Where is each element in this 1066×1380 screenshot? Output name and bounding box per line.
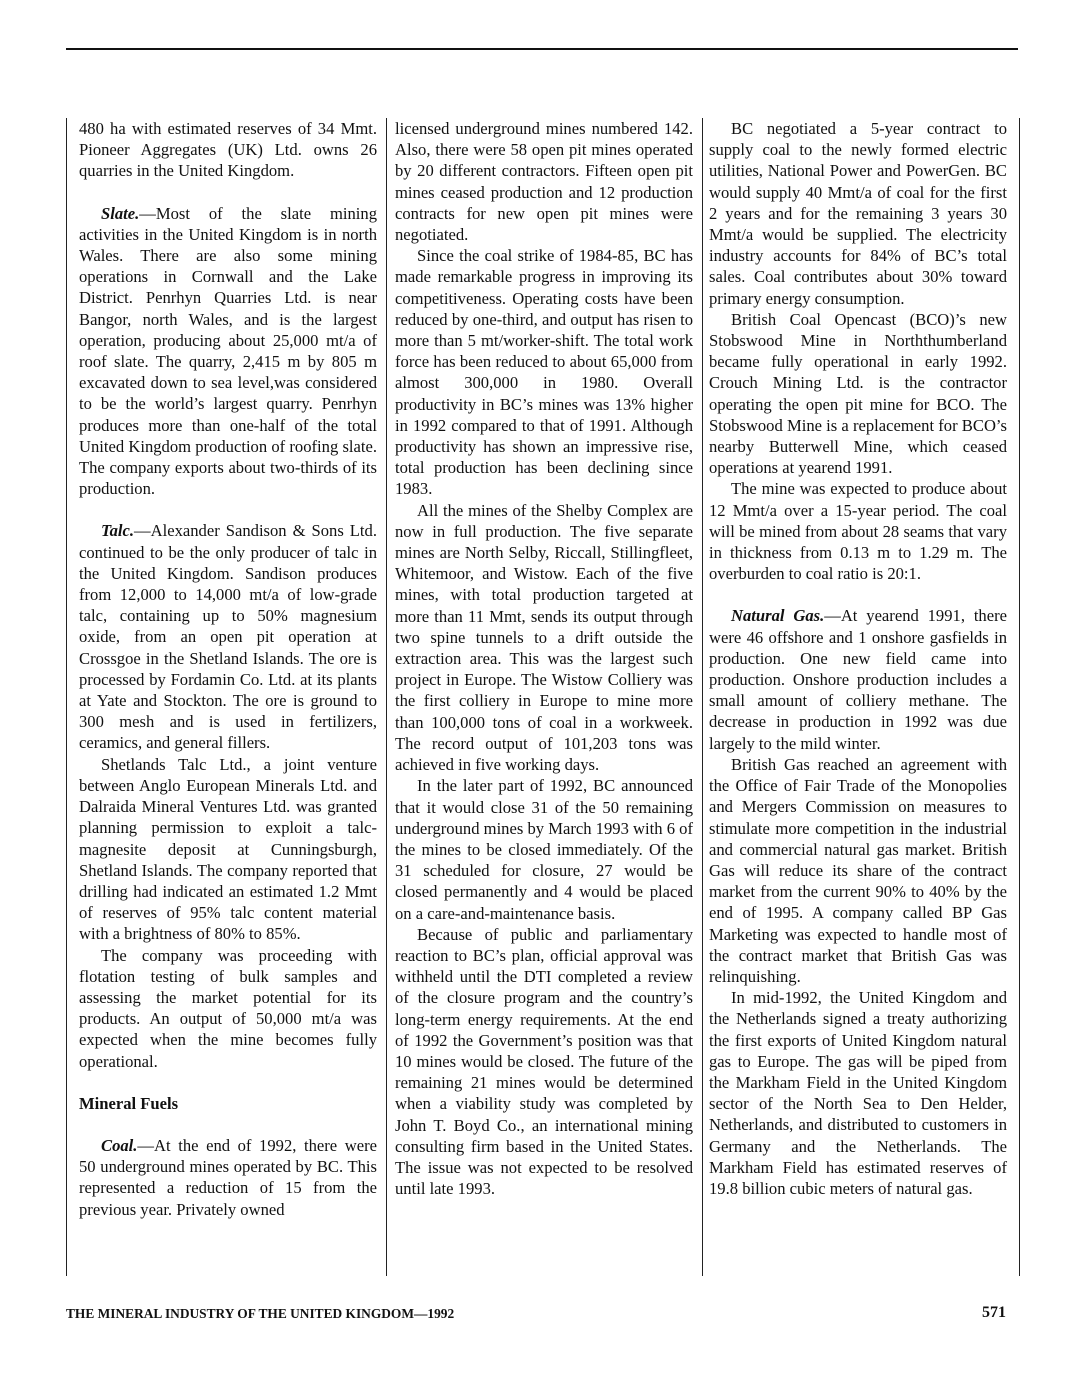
coal-heading: Coal. <box>101 1135 138 1155</box>
paragraph: British Coal Opencast (BCO)’s new Stobswood Mine in Norththumberland became fully operational in early 1992. Crouch Mining Ltd. is the contractor operating the open pit mine for BCO. The Stobswood Mine is a replacement for BCO’s nearby Butterwell Mine, which ceased operations at yearend 1991. <box>709 309 1007 478</box>
natural-gas-text: —At yearend 1991, there were 46 offshore and 1 onshore gasfields in production. One new field came into production. Onshore production includes a small amount of colliery methane. The decrease in production in 1992 was due largely to the mild winter. <box>709 606 1007 753</box>
paragraph: licensed underground mines numbered 142. Also, there were 58 open pit mines operated by 20 different contractors. Fifteen open pit mines ceased production and 12 production contracts for new open pit mines were negotiated. <box>395 119 693 245</box>
talc-text: —Alexander Sandison & Sons Ltd. continued to be the only producer of talc in the United Kingdom. Sandison produces from 12,000 to 14,000 mt/a of low-grade talc, containing up to 50% magnesium oxide, from an open pit operation at Crossgoe in the Shetland Islands. The ore is processed by Fordamin Co. Ltd. at its plants at Yate and Stockton. The ore is ground to 300 mesh and is used in fertilizers, ceramics, and general fillers. <box>79 521 377 753</box>
paragraph: In the later part of 1992, BC announced that it would close 31 of the 50 remaining underground mines by March 1993 with 6 of the mines to be closed immediately. Of the 31 scheduled for closure, 27 would be closed permanently and 4 would be placed on a care-and-maintenance basis. <box>395 776 693 923</box>
column-1 <box>66 118 386 1276</box>
top-rule <box>66 48 1018 50</box>
column-3 <box>702 118 1020 1276</box>
coal-text: —At the end of 1992, there were 50 underground mines operated by BC. This represented a reduction of 15 from the previous year. Privately owned <box>79 1135 377 1219</box>
paragraph: British Gas reached an agreement with the Office of Fair Trade of the Monopolies and Mergers Commission on measures to stimulate more competition in the industrial and commercial natural gas market. British Gas will reduce its share of the contract market from the current 90% to 40% by the end of 1995. A company called BP Gas Marketing was expected to handle most of the contract market that British Gas was relinquishing. <box>709 754 1007 986</box>
running-footer-title: THE MINERAL INDUSTRY OF THE UNITED KINGDOM—1992 <box>66 1306 455 1321</box>
column-2 <box>386 118 702 1276</box>
section-title-mineral-fuels: Mineral Fuels <box>79 1093 179 1113</box>
paragraph: Since the coal strike of 1984-85, BC has made remarkable progress in improving its competitiveness. Operating costs have been reduced by one-third, and output has risen to more than 5 mt/worker-shift. The total work force has been reduced to about 65,000 from almost 300,000 in 1980. Overall productivity in BC’s mines was 13% higher in 1992 compared to that of 1991. Although productivity has shown an impressive rise, total production has been declining since 1983. <box>395 246 693 499</box>
natural-gas-paragraph <box>709 605 1007 753</box>
paragraph: The mine was expected to produce about 12 Mmt/a over a 15-year period. The coal will be mined from about 28 seams that vary in thickness from 0.13 m to 1.29 m. The overburden to coal ratio is 20:1. <box>709 479 1007 584</box>
page-number: 571 <box>982 1304 1006 1321</box>
paragraph: All the mines of the Shelby Complex are now in full production. The five separate mines are North Selby, Riccall, Stillingfleet, Whitemoor, and Wistow. Each of the five mines, with total production targeted at more than 11 Mmt, sends its output through two spine tunnels to a drift outside the extraction area. This was the largest such project in Europe. The Wistow Colliery was the first colliery in Europe to mine more than 100,000 tons of coal in a workweek. The record output of 101,203 tons was achieved in five working days. <box>395 500 693 775</box>
paragraph: Shetlands Talc Ltd., a joint venture between Anglo European Minerals Ltd. and Dalraida Mineral Ventures Ltd. was granted planning permission to exploit a talc-magnesite deposit at Cunningsburgh, Shetland Islands. The company reported that drilling had indicated an estimated 1.2 Mmt of reserves of 95% talc content material with a brightness of 80% to 85%. <box>79 754 377 944</box>
talc-paragraph <box>79 520 377 753</box>
slate-paragraph <box>79 203 377 500</box>
paragraph: 480 ha with estimated reserves of 34 Mmt. Pioneer Aggregates (UK) Ltd. owns 26 quarries in the United Kingdom. <box>79 119 377 181</box>
slate-heading: Slate. <box>101 203 140 223</box>
coal-paragraph <box>79 1135 377 1220</box>
paragraph: The company was proceeding with flotation testing of bulk samples and assessing the market potential for its products. An output of 50,000 mt/a was expected when the mine becomes fully operational. <box>79 945 377 1071</box>
slate-text: —Most of the slate mining activities in the United Kingdom is in north Wales. There are also some mining operations in Cornwall and the Lake District. Penrhyn Quarries Ltd. is near Bangor, north Wales, and is the largest operation, producing about 25,000 mt/a of roof slate. The quarry, 2,415 m by 805 m excavated down to sea level,was considered to be the world’s largest quarry. Penrhyn produces more than one-half of the total United Kingdom production of roofing slate. The company exports about two-thirds of its production. <box>79 203 377 499</box>
paragraph: BC negotiated a 5-year contract to supply coal to the newly formed electric utilities, National Power and PowerGen. BC would supply 40 Mmt/a of coal for the first 2 years and for the remaining 3 years 30 Mmt/a would be supplied. The electricity industry accounts for 84% of BC’s total sales. Coal contributes about 30% toward primary energy consumption. <box>709 119 1007 308</box>
talc-heading: Talc. <box>101 521 135 541</box>
paragraph: Because of public and parliamentary reaction to BC’s plan, official approval was withheld until the DTI completed a review of the closure program and the country’s long-term energy requirements. At the end of 1992 the Government’s position was that 10 mines would be closed. The future of the remaining 21 mines would be determined when a viability study was completed by John T. Boyd Co., an international mining consulting firm based in the United States. The issue was not expected to be resolved until late 1993. <box>395 924 693 1199</box>
natural-gas-heading: Natural Gas. <box>731 606 825 626</box>
paragraph: In mid-1992, the United Kingdom and the Netherlands signed a treaty authorizing the first exports of United Kingdom natural gas to Europe. The gas will be piped from the Markham Field in the United Kingdom sector of the North Sea to Den Helder, Netherlands, and distributed to customers in Germany and the Netherlands. The Markham Field has estimated reserves of 19.8 billion cubic meters of natural gas. <box>709 988 1007 1198</box>
